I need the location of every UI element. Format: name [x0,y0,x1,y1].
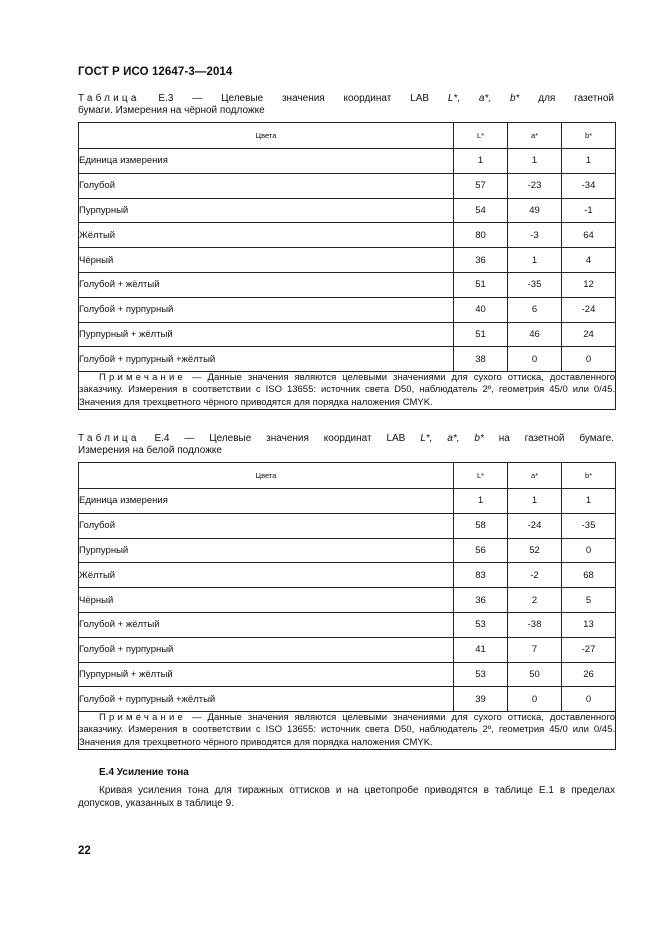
caption-word: L*, [447,93,461,104]
b-value-cell: 24 [562,322,616,347]
table-row [79,248,616,273]
L-value-cell: 36 [454,248,508,273]
column-header-colors: Цвета [79,123,454,149]
column-header-b: b* [562,463,616,489]
table-e4-note [79,712,616,750]
table-row [79,662,616,687]
table-note-row [79,712,616,750]
a-value-cell: 2 [508,588,562,613]
L-value-cell: 58 [454,513,508,538]
L-value-cell: 41 [454,637,508,662]
L-value-cell: 40 [454,297,508,322]
caption-word: Целевые [209,433,252,444]
L-value-cell: 39 [454,687,508,712]
caption-word: газетной [574,93,614,104]
caption-word: значения [281,93,325,104]
color-name-cell: Пурпурный [79,198,454,223]
color-name-cell: Голубой + пурпурный [79,297,454,322]
note-text: — Данные значения являются целевыми значениями для сухого оттиска, доставленного заказчику. Измерения в соответствии с ISO 13655: источник света D50, наблюдатель 2º, геометрия 45/0 или 0/45. Значения для трехцветного чёрного приводятся для порядка наложения CMYK. [79,712,615,748]
note-label: Примечание [99,712,186,724]
color-name-cell: Голубой + пурпурный +жёлтый [79,347,454,372]
caption-word: b* [509,93,520,104]
caption-table-word: Таблица [78,433,140,444]
L-value-cell: 83 [454,563,508,588]
L-value-cell: 38 [454,347,508,372]
table-note-row [79,372,616,410]
color-name-cell: Голубой + жёлтый [79,612,454,637]
table-e3-caption-line1 [78,93,614,105]
a-value-cell: -2 [508,563,562,588]
column-header-a: a* [508,123,562,149]
a-value-cell: -23 [508,173,562,198]
a-value-cell: -38 [508,612,562,637]
table-row [79,347,616,372]
L-value-cell: 1 [454,489,508,514]
b-value-cell: 13 [562,612,616,637]
table-row [79,322,616,347]
L-value-cell: 80 [454,223,508,248]
a-value-cell: 0 [508,687,562,712]
L-value-cell: 53 [454,612,508,637]
table-e3-note [79,372,616,410]
column-header-L: L* [454,123,508,149]
table-row [79,272,616,297]
color-name-cell: Голубой + жёлтый [79,272,454,297]
column-header-b: b* [562,123,616,149]
a-value-cell: -35 [508,272,562,297]
b-value-cell: 12 [562,272,616,297]
b-value-cell: 0 [562,538,616,563]
table-e3-caption-line2: бумаги. Измерения на чёрной подложке [78,105,265,116]
caption-word: — [192,93,203,104]
caption-word: Е.3 [158,93,174,104]
table-row [79,538,616,563]
table-row [79,637,616,662]
a-value-cell: 1 [508,149,562,174]
page-number: 22 [78,845,91,857]
table-e3-caption [78,93,614,117]
caption-table-word: Таблица [78,93,140,104]
b-value-cell: 64 [562,223,616,248]
caption-word: a*, [447,433,460,444]
table-row [79,612,616,637]
L-value-cell: 54 [454,198,508,223]
b-value-cell: -24 [562,297,616,322]
color-name-cell: Жёлтый [79,563,454,588]
a-value-cell: 6 [508,297,562,322]
color-name-cell: Голубой [79,513,454,538]
color-name-cell: Пурпурный + жёлтый [79,662,454,687]
table-header-row [79,123,616,149]
caption-word: b* [474,433,484,444]
color-name-cell: Голубой + пурпурный [79,637,454,662]
color-name-cell: Единица измерения [79,149,454,174]
color-name-cell: Пурпурный [79,538,454,563]
table-row [79,173,616,198]
b-value-cell: -34 [562,173,616,198]
a-value-cell: 1 [508,489,562,514]
color-name-cell: Голубой + пурпурный +жёлтый [79,687,454,712]
document-header: ГОСТ Р ИСО 12647-3—2014 [78,66,233,78]
caption-word: координат [343,93,392,104]
table-row [79,588,616,613]
table-row [79,489,616,514]
caption-word: Целевые [221,93,264,104]
column-header-a: a* [508,463,562,489]
caption-word: координат [323,433,372,444]
b-value-cell: 4 [562,248,616,273]
column-header-colors: Цвета [79,463,454,489]
a-value-cell: 0 [508,347,562,372]
a-value-cell: 1 [508,248,562,273]
section-paragraph [78,785,615,810]
a-value-cell: -3 [508,223,562,248]
caption-word: для [538,93,556,104]
color-name-cell: Голубой [79,173,454,198]
b-value-cell: 68 [562,563,616,588]
a-value-cell: -24 [508,513,562,538]
caption-word: Е.4 [154,433,170,444]
b-value-cell: -1 [562,198,616,223]
L-value-cell: 1 [454,149,508,174]
table-row [79,297,616,322]
caption-word: газетной [524,433,565,444]
color-name-cell: Чёрный [79,588,454,613]
color-name-cell: Единица измерения [79,489,454,514]
table-row [79,563,616,588]
b-value-cell: 1 [562,489,616,514]
section-title: Е.4 Усиление тона [99,767,189,778]
L-value-cell: 51 [454,272,508,297]
b-value-cell: 0 [562,347,616,372]
table-e3 [78,122,616,410]
a-value-cell: 52 [508,538,562,563]
table-e4-caption-line1 [78,433,614,445]
column-header-L: L* [454,463,508,489]
caption-word: L*, [420,433,433,444]
color-name-cell: Жёлтый [79,223,454,248]
table-header-row [79,463,616,489]
color-name-cell: Чёрный [79,248,454,273]
L-value-cell: 53 [454,662,508,687]
caption-word: LAB [410,93,430,104]
b-value-cell: 1 [562,149,616,174]
table-e4-caption-line2: Измерения на белой подложке [78,445,222,456]
b-value-cell: 26 [562,662,616,687]
b-value-cell: -35 [562,513,616,538]
table-row [79,687,616,712]
b-value-cell: 5 [562,588,616,613]
caption-word: a*, [478,93,492,104]
table-row [79,149,616,174]
a-value-cell: 7 [508,637,562,662]
caption-word: LAB [386,433,406,444]
L-value-cell: 56 [454,538,508,563]
caption-word: на [498,433,510,444]
a-value-cell: 49 [508,198,562,223]
a-value-cell: 50 [508,662,562,687]
paragraph-text: Кривая усиления тона для тиражных оттисков и на цветопробе приводятся в таблице Е.1 в пределах допусков, указанных в таблице 9. [78,785,615,809]
table-row [79,513,616,538]
table-e4-caption [78,433,614,457]
b-value-cell: 0 [562,687,616,712]
caption-word: — [184,433,195,444]
caption-word: бумаге. [579,433,614,444]
table-row [79,223,616,248]
table-row [79,198,616,223]
note-label: Примечание [99,372,186,384]
note-text: — Данные значения являются целевыми значениями для сухого оттиска, доставленного заказчику. Измерения в соответствии с ISO 13655: источник света D50, наблюдатель 2º, геометрия 45/0 или 0/45. Значения для трехцветного чёрного приводятся для порядка наложения CMYK. [79,372,615,408]
L-value-cell: 36 [454,588,508,613]
b-value-cell: -27 [562,637,616,662]
table-e4 [78,462,616,750]
L-value-cell: 57 [454,173,508,198]
L-value-cell: 51 [454,322,508,347]
color-name-cell: Пурпурный + жёлтый [79,322,454,347]
a-value-cell: 46 [508,322,562,347]
caption-word: значения [266,433,309,444]
